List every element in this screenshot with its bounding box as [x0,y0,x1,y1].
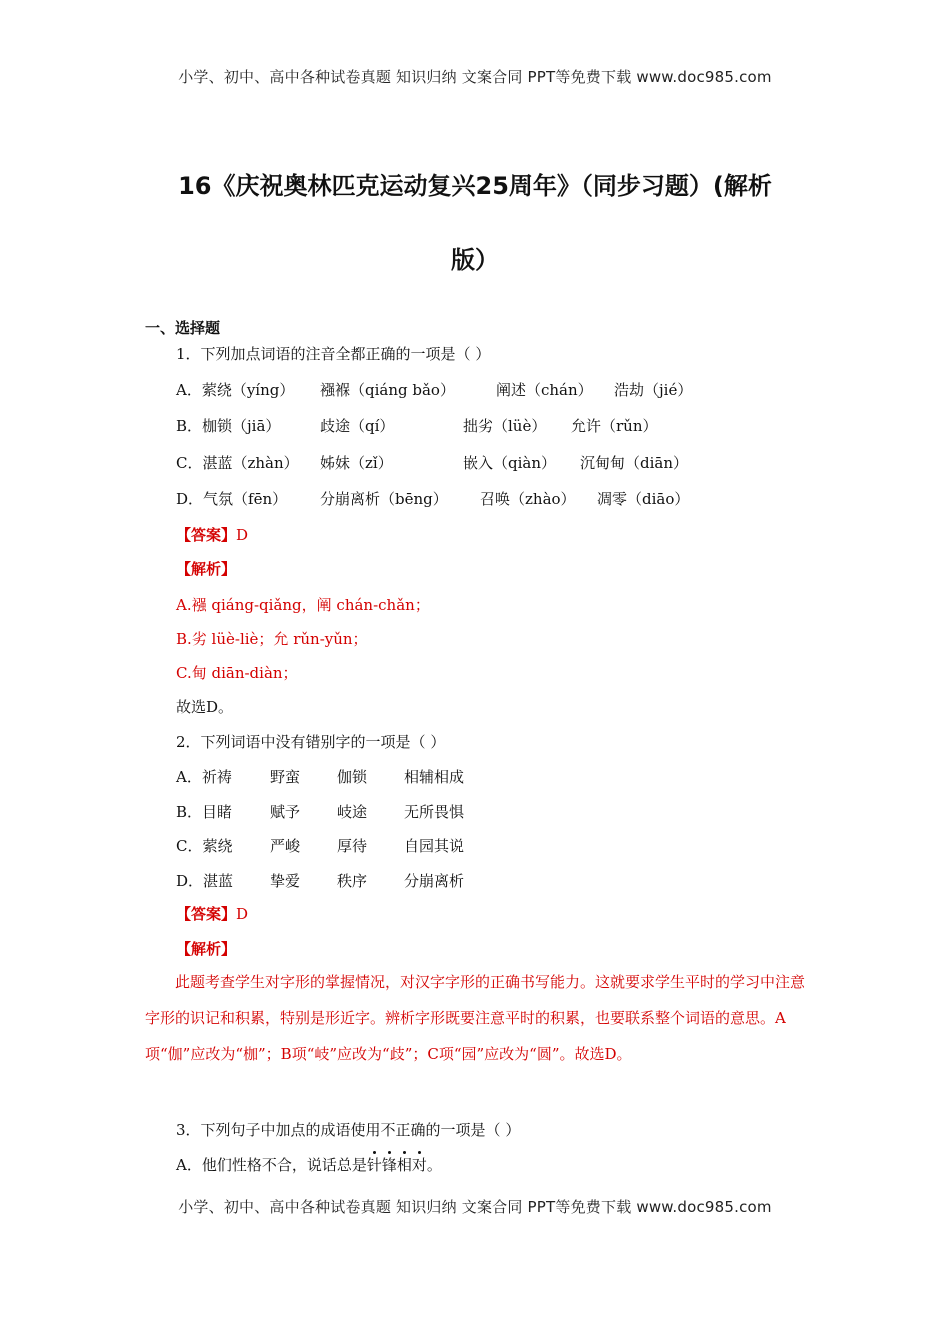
q1-answer [176,525,248,545]
header-banner: 小学、初中、高中各种试卷真题 知识归纳 文案合同 PPT等免费下载 www.doc985.com [178,68,772,86]
q1-analysis-line-1: A.襁 qiáng-qiǎng，阐 chán-chǎn； [176,596,430,614]
q1-a-item-4: 浩劫（jié） [614,381,693,399]
q1-d-item-4: 凋零（diāo） [597,490,690,508]
q1-stem: 1．下列加点词语的注音全都正确的一项是（ ） [176,345,491,363]
q2-analysis-paragraph: 此题考查学生对字形的掌握情况，对汉字字形的正确书写能力。这就要求学生平时的学习中注意字形的识记和积累，特别是形近字。辨析字形既要注意平时的积累，也要联系整个词语的意思。A项“伽”应改为“枷”；B项“岐”应改为“歧”；C项“园”应改为“圆”。故选D。 [145,973,806,1063]
q2-analysis-label: 【解析】 [176,940,237,958]
q2-c-word-2: 严峻 [270,837,301,855]
q1-answer-value: D [236,526,249,544]
q1-c-item-3: 嵌入（qiàn） [463,454,557,472]
q3-a-dotted-idiom: 针锋相对 [366,1156,427,1174]
q2-d-word-3: 秩序 [337,872,368,890]
q1-a-item-1: A．萦绕（yíng） [176,381,295,399]
q3-a-prefix: A．他们性格不合，说话总是 [176,1156,367,1174]
q1-conclusion: 故选D。 [176,698,234,716]
q2-c-word-4: 自园其说 [404,837,465,855]
q2-d-word-1: D．湛蓝 [176,872,234,890]
section-heading: 一、选择题 [145,319,221,337]
q1-d-item-1: D．气氛（fēn） [176,490,288,508]
q1-b-item-2: 歧途（qí） [320,417,395,435]
q2-b-word-1: B．目睹 [176,803,233,821]
q1-a-item-3: 阐述（chán） [496,381,593,399]
q2-b-word-3: 岐途 [337,803,368,821]
q1-b-item-3: 拙劣（lüè） [463,417,547,435]
q2-c-word-1: C．萦绕 [176,837,233,855]
q2-a-word-1: A．祈祷 [176,768,232,786]
q3-option-a [176,1155,442,1175]
q2-b-word-2: 赋予 [270,803,301,821]
q2-answer-value: D [236,905,249,923]
q2-c-word-3: 厚待 [337,837,368,855]
q2-a-word-2: 野蛮 [270,768,301,786]
q1-a-item-2: 襁褓（qiáng bǎo） [320,381,455,399]
footer-banner: 小学、初中、高中各种试卷真题 知识归纳 文案合同 PPT等免费下载 www.doc985.com [178,1198,772,1216]
q2-a-word-3: 伽锁 [337,768,368,786]
q1-answer-label: 【答案】 [176,526,237,544]
q3-stem: 3．下列句子中加点的成语使用不正确的一项是（ ） [176,1121,521,1139]
q1-d-item-3: 召唤（zhào） [480,490,576,508]
q1-analysis-label: 【解析】 [176,560,237,578]
q1-d-item-2: 分崩离析（bēng） [320,490,448,508]
q2-d-word-4: 分崩离析 [404,872,465,890]
q2-answer [176,904,248,924]
q1-c-item-4: 沉甸甸（diān） [580,454,689,472]
q2-b-word-4: 无所畏惧 [404,803,465,821]
q1-b-item-4: 允许（rǔn） [571,417,658,435]
q3-a-suffix: 。 [426,1156,442,1174]
q2-answer-label: 【答案】 [176,905,237,923]
document-title: 16《庆祝奥林匹克运动复兴25周年》（同步习题）(解析 [178,172,772,200]
q2-a-word-4: 相辅相成 [404,768,465,786]
q1-b-item-1: B．枷锁（jiā） [176,417,281,435]
document-title-continued: 版） [451,246,499,274]
q1-c-item-2: 姊妹（zǐ） [320,454,393,472]
q2-stem: 2．下列词语中没有错别字的一项是（ ） [176,733,446,751]
q1-analysis-line-3: C.甸 diān-diàn； [176,664,298,682]
q2-d-word-2: 挚爱 [270,872,301,890]
q1-analysis-line-2: B.劣 lüè-liè；允 rǔn-yǔn； [176,630,368,648]
q1-c-item-1: C．湛蓝（zhàn） [176,454,299,472]
